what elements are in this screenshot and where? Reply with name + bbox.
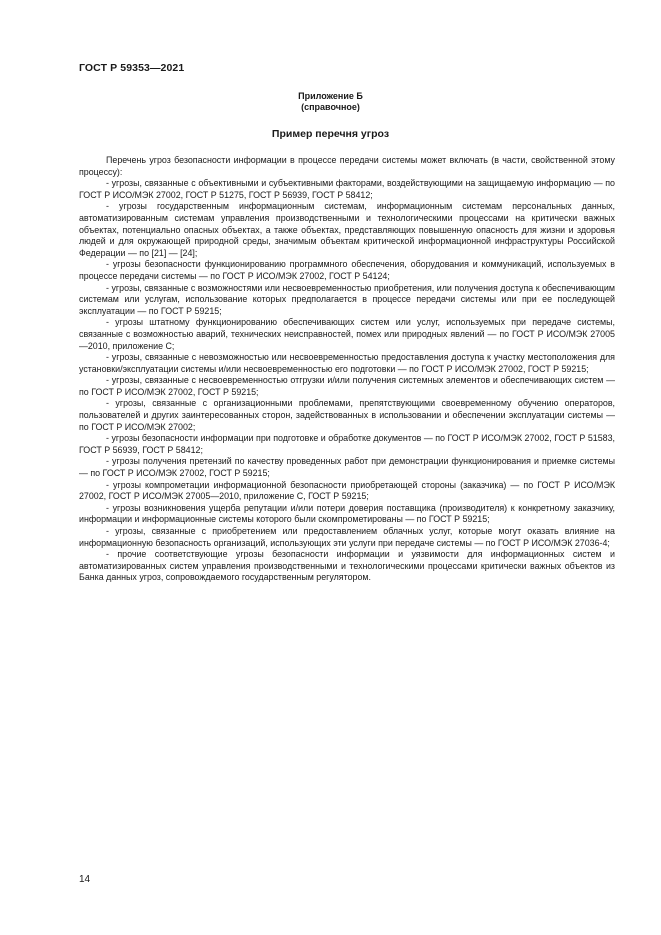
section-title: Пример перечня угроз	[271, 128, 390, 140]
list-item: - угрозы безопасности функционированию программного обеспечения, оборудования и коммуникаций, используемых в процессе передачи системы — по ГОСТ Р ИСО/МЭК 27002, ГОСТ Р 54124;	[79, 259, 615, 281]
list-item: - угрозы, связанные с приобретением или предоставлением облачных услуг, которые могут оказать влияние на информационную безопасность организаций, использующих эти услуги при передаче системы — по ГОСТ Р ИСО/МЭК 27036-4;	[79, 526, 615, 548]
list-item: - угрозы, связанные с невозможностью или несвоевременностью предоставления доступа к участку местоположения для установки/эксплуатации системы и/или несвоевременностью его подготовки — по ГОСТ Р ИСО/МЭК 27002, ГОСТ Р 59215;	[79, 352, 615, 374]
annex-subtitle: (справочное)	[301, 102, 360, 112]
list-item: - угрозы государственным информационным системам, информационным системам персональных данных, автоматизированным системам управления производственными и технологическими процессами на критически важных объектах, потенциально опасных объектах, а также объектах, представляющих повышенную опасность для жизни и здоровья людей и для окружающей природной среды, значимым объектам критической информационной инфраструктуры Российской Федерации — по [21] — [24];	[79, 201, 615, 258]
list-item: - угрозы, связанные с организационными проблемами, препятствующими своевременному обучению операторов, пользователей и других заинтересованных сторон, задействованных в использовании и обеспечении эксплуатации системы — по ГОСТ Р ИСО/МЭК 27002;	[79, 398, 615, 432]
annex-title: Приложение Б	[298, 91, 363, 101]
list-item: - угрозы, связанные с несвоевременностью отгрузки и/или получения системных элементов и обеспечивающих систем — по ГОСТ Р ИСО/МЭК 27002, ГОСТ Р 59215;	[79, 375, 615, 397]
list-item: - угрозы получения претензий по качеству проведенных работ при демонстрации функционирования и приемке системы — по ГОСТ Р ИСО/МЭК 27002, ГОСТ Р 59215;	[79, 456, 615, 479]
list-item: - угрозы возникновения ущерба репутации и/или потери доверия поставщика (производителя) к конкретному заказчику, информации и информационные системы которого были скомпрометированы — по ГОСТ Р 59215;	[79, 502, 615, 525]
list-item: - угрозы безопасности информации при подготовке и обработке документов — по ГОСТ Р ИСО/МЭК 27002, ГОСТ Р 51583, ГОСТ Р 56939, ГОСТ Р 58412;	[79, 433, 615, 455]
annex-heading	[0, 91, 661, 113]
list-item: - прочие соответствующие угрозы безопасности информации и уязвимости для информационных систем и автоматизированных систем управления производственными и технологическими процессами критически важных объектов из Банка данных угроз, сопровождаемого государственным регулятором.	[79, 549, 615, 583]
intro-paragraph: Перечень угроз безопасности информации в процессе передачи системы может включать (в части, свойственной этому процессу):	[79, 155, 615, 177]
body-text	[79, 155, 615, 584]
list-item: - угрозы, связанные с возможностями или несвоевременностью приобретения, или получения доступа к обеспечивающим системам или услугам, использование которых предполагается в процессе передачи системы или при ее последующей эксплуатации — по ГОСТ Р 59215;	[79, 282, 615, 316]
document-code: ГОСТ Р 59353—2021	[79, 62, 185, 74]
list-item: - угрозы компрометации информационной безопасности приобретающей стороны (заказчика) — по ГОСТ Р ИСО/МЭК 27002, ГОСТ Р ИСО/МЭК 27005—2010, приложение С, ГОСТ Р 59215;	[79, 479, 615, 502]
list-item: - угрозы, связанные с объективными и субъективными факторами, воздействующими на защищаемую информацию — по ГОСТ Р ИСО/МЭК 27002, ГОСТ Р 51275, ГОСТ Р 56939, ГОСТ Р 58412;	[79, 178, 615, 200]
list-item: - угрозы штатному функционированию обеспечивающих систем или услуг, используемых при передаче системы, связанные с возможностью аварий, технических неисправностей, помех или природных явлений — по ГОСТ Р ИСО/МЭК 27005—2010, приложение С;	[79, 317, 615, 351]
page-number: 14	[79, 874, 91, 885]
